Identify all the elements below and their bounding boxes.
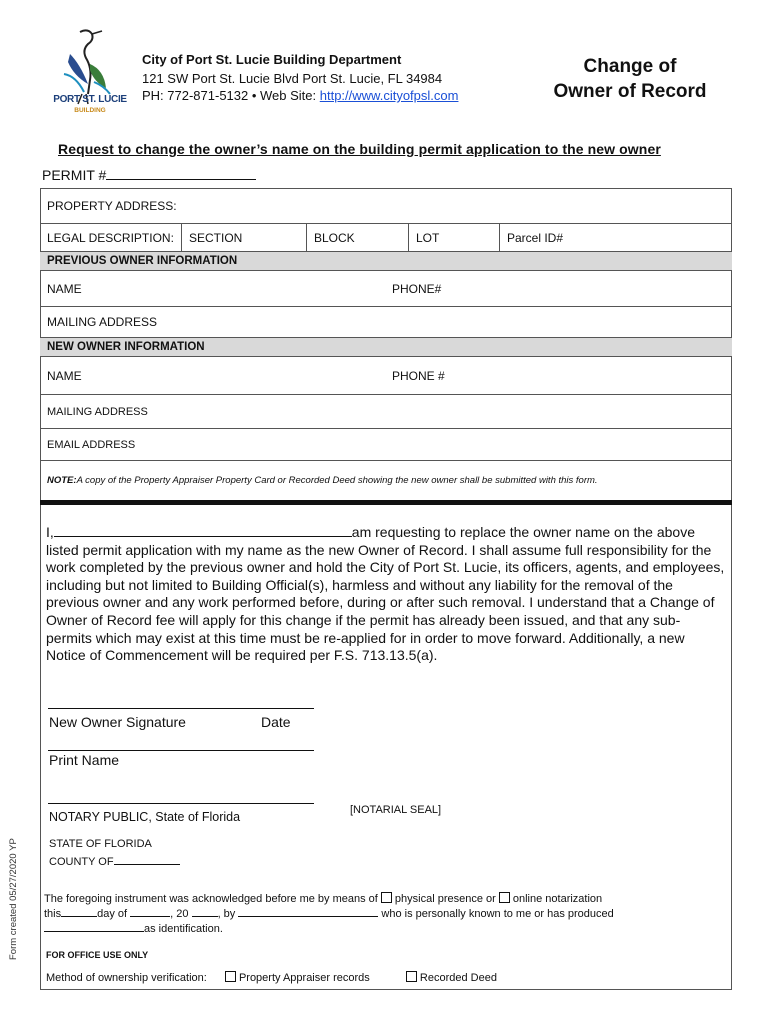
new-owner-heading: NEW OWNER INFORMATION — [47, 341, 205, 353]
previous-owner-name-label: NAME — [47, 281, 82, 296]
new-owner-heading-row — [40, 338, 732, 357]
property-appraiser-label: Property Appraiser records — [238, 972, 370, 984]
website-link[interactable]: http://www.cityofpsl.com — [319, 88, 459, 103]
print-name-line[interactable] — [48, 750, 314, 751]
new-owner-email-row[interactable] — [40, 429, 732, 461]
previous-owner-mailing-label: MAILING ADDRESS — [47, 315, 158, 329]
form-title — [540, 54, 720, 104]
year-blank[interactable] — [192, 906, 218, 917]
department-address: 121 SW Port St. Lucie Blvd Port St. Lucie, FL 34984 — [142, 71, 443, 86]
ack-text: The foregoing instrument was acknowledged before me by means of — [44, 893, 381, 905]
department-contact — [142, 88, 458, 103]
legal-description-label: LEGAL DESCRIPTION: — [47, 230, 174, 245]
county-label: COUNTY OF — [49, 856, 114, 868]
new-owner-mailing-label: MAILING ADDRESS — [47, 405, 148, 418]
department-name: City of Port St. Lucie Building Department — [142, 52, 402, 67]
identification-blank[interactable] — [44, 921, 144, 932]
permit-field[interactable] — [42, 167, 256, 183]
recorded-deed-label: Recorded Deed — [419, 972, 497, 984]
state-label: STATE OF FLORIDA — [49, 838, 152, 850]
property-address-label: PROPERTY ADDRESS: — [47, 198, 177, 213]
day-blank[interactable] — [61, 906, 97, 917]
acknowledgment — [44, 892, 724, 936]
new-owner-phone-label: PHONE # — [392, 368, 445, 383]
verification-method — [46, 971, 497, 984]
county-field[interactable] — [49, 854, 180, 868]
notary-line[interactable] — [48, 803, 314, 804]
ack-by: , by — [217, 908, 239, 920]
note-label: NOTE: — [47, 474, 77, 486]
permit-blank[interactable] — [106, 167, 256, 180]
new-owner-name-row[interactable] — [40, 357, 732, 395]
declaration-prefix: I, — [46, 524, 54, 540]
online-notarization-checkbox[interactable] — [499, 892, 510, 903]
previous-owner-heading-row — [40, 252, 732, 271]
new-owner-signature-label: New Owner Signature — [49, 714, 186, 730]
lot-field[interactable]: LOT — [408, 224, 499, 251]
legal-description-row[interactable] — [40, 224, 732, 252]
property-appraiser-checkbox[interactable] — [225, 971, 236, 982]
ack-identification: as identification. — [144, 923, 223, 935]
notary-label: NOTARY PUBLIC, State of Florida — [49, 810, 241, 824]
physical-presence-label: physical presence or — [394, 893, 499, 905]
previous-owner-heading: PREVIOUS OWNER INFORMATION — [47, 255, 238, 267]
declaration-text: am requesting to replace the owner name on the above listed permit application with my name as the new Owner of Record. I shall assume full responsibility for the work completed by the previous owner and hold the City of Port St. Lucie, its officers, agents, and employees, including but not limited to Building Official(s), harmless and without any liability for the removal of the previous owner and any work performed before, during or after such removal. I understand that a Change of Owner of Record fee will apply for this change if the permit has already been issued, and that any sub- permits which may exist at this time must be re-applied for in order to move forward. Additionally, a new Notice of Commencement will be required per F.S. 713.13.5(a). — [46, 524, 725, 664]
name-blank[interactable] — [238, 906, 378, 917]
logo-text: PORT ST. LUCIE — [53, 94, 127, 105]
online-notarization-label: online notarization — [512, 893, 603, 905]
city-logo — [50, 24, 130, 120]
previous-owner-phone-label: PHONE# — [392, 281, 442, 296]
heron-icon — [50, 24, 130, 120]
logo-subtext: BUILDING — [74, 107, 106, 114]
declaration-paragraph — [46, 524, 726, 665]
request-heading: Request to change the owner’s name on the building permit application to the new owner — [58, 141, 661, 157]
previous-owner-name-row[interactable] — [40, 271, 732, 307]
note-row — [40, 461, 732, 499]
ack-day-of: day of — [97, 908, 131, 920]
section-divider — [40, 500, 732, 505]
section-field[interactable]: SECTION — [181, 224, 305, 251]
date-label: Date — [261, 714, 291, 730]
verification-method-label: Method of ownership verification: — [46, 972, 207, 984]
title-line-1: Change of — [583, 56, 677, 77]
note-body: A copy of the Property Appraiser Property Card or Recorded Deed showing the new owner shall be submitted with this form. — [76, 474, 598, 486]
form-created-note: Form created 05/27/2020 YP — [8, 838, 19, 960]
new-owner-name-label: NAME — [47, 368, 82, 383]
permit-label: PERMIT # — [42, 167, 107, 183]
declarant-name-blank[interactable] — [54, 524, 352, 537]
print-name-label: Print Name — [49, 752, 120, 768]
title-line-2: Owner of Record — [553, 81, 707, 102]
recorded-deed-checkbox[interactable] — [406, 971, 417, 982]
block-field[interactable]: BLOCK — [306, 224, 408, 251]
signature-line[interactable] — [48, 708, 314, 709]
month-blank[interactable] — [130, 906, 170, 917]
new-owner-email-label: EMAIL ADDRESS — [47, 438, 136, 451]
previous-owner-mailing-row[interactable] — [40, 307, 732, 338]
ack-this: this — [44, 908, 62, 920]
ack-twenty: , 20 — [170, 908, 192, 920]
notarial-seal-label: [NOTARIAL SEAL] — [350, 804, 442, 816]
phone-text: PH: 772-871-5132 • Web Site: — [142, 88, 320, 103]
new-owner-mailing-row[interactable] — [40, 395, 732, 429]
county-blank[interactable] — [114, 854, 180, 865]
property-address-row[interactable] — [40, 188, 732, 224]
ack-known: who is personally known to me or has produced — [378, 908, 614, 920]
note-text — [40, 461, 598, 499]
office-use-heading: FOR OFFICE USE ONLY — [46, 950, 149, 960]
parcel-id-field[interactable]: Parcel ID# — [499, 224, 563, 251]
physical-presence-checkbox[interactable] — [381, 892, 392, 903]
